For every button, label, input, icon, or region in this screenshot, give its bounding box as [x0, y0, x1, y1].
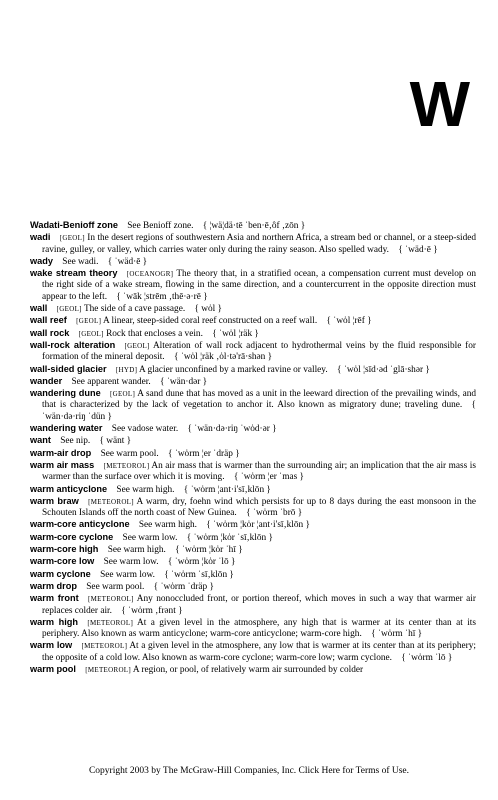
entry-pronunciation: { ˈwȯrm ˈhī }: [371, 629, 423, 640]
entry-definition: Rock that encloses a vein.: [106, 328, 203, 339]
entry-definition: An air mass that is warmer than the surrounding air; an implication that the air mass is warmer than the surface over which it is moving.: [42, 460, 477, 483]
entry-definition: The theory that, in a stratified ocean, a compensation current must develop on the right side of a wake stream, flowing in the same direction, and a countercurrent in the opposite direction must appear to the left.: [42, 269, 477, 302]
entry-pronunciation: { ˈwȯrm ˈlō }: [401, 652, 453, 663]
entry-term: wall-sided glacier: [30, 363, 107, 374]
entry-term: warm drop: [30, 580, 77, 591]
entry-definition: A region, or pool, of relatively warm air surrounded by colder: [132, 664, 364, 675]
entry-term: warm-core cyclone: [30, 531, 114, 542]
entry-definition: See warm high.: [138, 520, 197, 531]
entry-definition: See Benioff zone.: [127, 221, 194, 231]
entry-definition: In the desert regions of southwestern Asia and northern Africa, a stream bed or channel, or a steep-sided ravine, gulley, or valley, which carries water only during the rainy season. Also spelled wady.: [42, 233, 477, 255]
entry-term: warm low: [30, 640, 73, 651]
entry-term: warm-core low: [30, 556, 95, 567]
entry-definition: See warm pool.: [100, 448, 159, 459]
entry-pronunciation: { ˈwȯrm ¦er ˈdräp }: [167, 448, 240, 459]
entry-term: wake stream theory: [30, 268, 118, 279]
dictionary-entry: [30, 569, 476, 581]
entry-pronunciation: { ˈwȯl ¦sīd·əd ˈglā·shər }: [336, 364, 430, 375]
entry-term: wall rock: [30, 327, 70, 338]
entry-field-label: [METEOROL]: [103, 461, 150, 470]
entry-pronunciation: { ¦wä¦dä·tē ˈben·ē‚ôf ‚zōn }: [202, 221, 306, 231]
entry-term: warm pool: [30, 663, 76, 674]
dictionary-entry: [30, 484, 476, 496]
copyright-footer: [0, 766, 498, 776]
entry-pronunciation: { ˈwȯrm ¦ant·i'sī‚klōn }: [183, 484, 271, 495]
dictionary-entry: [30, 593, 476, 617]
entry-definition: At a given level in the atmosphere, any low that is warmer at its center than at its periphery; the opposite of a cold low. Also known as warm-core cyclone; warm-core low; warm cyclone.: [42, 641, 477, 663]
dictionary-entry: [30, 448, 476, 460]
entry-pronunciation: { ˈwȯrm ˈdräp }: [153, 581, 214, 592]
entry-term: wandering water: [30, 423, 103, 434]
entry-list: [30, 220, 476, 676]
entry-pronunciation: { ˈwȯrm ‚frənt }: [121, 605, 183, 616]
entry-definition: Alteration of wall rock adjacent to hydrothermal veins by the fluid responsible for formation of the mineral deposit.: [42, 340, 477, 363]
entry-pronunciation: { ˈwȯrm ¦kȯr ˈlō }: [167, 557, 236, 568]
entry-field-label: [METEOROL]: [85, 665, 132, 674]
entry-pronunciation: { ˈwän·dər }: [160, 376, 208, 387]
entry-definition: See warm low.: [100, 569, 155, 580]
entry-field-label: [GEOL]: [124, 341, 150, 350]
entry-term: warm-core high: [30, 544, 99, 555]
entry-pronunciation: { ˈwȯrm ˈbrō }: [246, 508, 303, 519]
dictionary-entry: [30, 315, 476, 327]
entry-term: want: [30, 435, 51, 446]
dictionary-entry: [30, 460, 476, 484]
entry-term: warm braw: [30, 495, 79, 506]
entry-term: wandering dune: [30, 388, 101, 399]
entry-field-label: [HYD]: [115, 365, 138, 374]
entry-definition: See warm high.: [116, 484, 175, 495]
dictionary-entry: [30, 544, 476, 556]
entry-field-label: [GEOL]: [76, 317, 102, 326]
entry-term: wady: [30, 255, 53, 266]
entry-field-label: [GEOL]: [78, 329, 104, 338]
entry-definition: A sand dune that has moved as a unit in the leeward direction of the prevailing winds, and that is characterized by the lack of vegetation to anchor it. Also known as migratory dune; traveling dune.: [42, 389, 476, 411]
entry-field-label: [METEOROL]: [88, 497, 134, 506]
entry-term: wall-rock alteration: [30, 339, 116, 350]
entry-definition: A linear, steep-sided coral reef constructed on a reef wall.: [103, 316, 318, 327]
entry-term: Wadati-Benioff zone: [30, 220, 118, 230]
entry-pronunciation: { ˈwāk ¦strēm ‚thē·ə·rē }: [116, 291, 208, 302]
entry-term: wander: [30, 375, 63, 386]
entry-field-label: [METEOROL]: [87, 595, 134, 604]
entry-pronunciation: { ˈwȯrm ¦kȯr ˈhī }: [175, 545, 243, 556]
entry-term: wadi: [30, 232, 51, 243]
dictionary-entry: [30, 220, 476, 232]
entry-term: warm air mass: [30, 459, 95, 470]
entry-definition: See vadose water.: [111, 424, 179, 435]
dictionary-entry: [30, 664, 476, 676]
entry-definition: See warm low.: [122, 532, 178, 543]
entry-definition: See wadi.: [62, 256, 99, 267]
dictionary-entry: [30, 364, 476, 376]
dictionary-entry: [30, 532, 476, 544]
entry-definition: See apparent wander.: [71, 376, 151, 387]
terms-of-use-link[interactable]: Copyright 2003 by The McGraw-Hill Companies, Inc. Click Here for Terms of Use.: [88, 766, 410, 776]
entry-term: warm-air drop: [30, 447, 92, 458]
entry-pronunciation: { ˈwäd·ē }: [107, 256, 148, 267]
entry-field-label: [OCEANOGR]: [126, 270, 174, 279]
entry-pronunciation: { ˈwȯl ¦räk }: [212, 328, 259, 339]
entry-definition: The side of a cave passage.: [83, 304, 186, 315]
entry-definition: See warm low.: [103, 557, 159, 568]
entry-pronunciation: { ˈwän·də·riŋ ˈdün }: [42, 400, 476, 422]
entry-definition: Any nonoccluded front, or portion thereof, which moves in such a way that warmer air replaces colder air.: [42, 594, 476, 616]
entry-pronunciation: { ˈwȯrm ¦kȯr ˈsī‚klōn }: [186, 532, 273, 543]
entry-pronunciation: { ˈwȯrm ˈsī‚klōn }: [164, 569, 234, 580]
entry-pronunciation: { wänt }: [99, 436, 132, 447]
dictionary-entry: [30, 232, 476, 256]
dictionary-entry: [30, 340, 476, 364]
dictionary-entry: [30, 423, 476, 435]
dictionary-entry: [30, 256, 476, 268]
entry-field-label: [METEOROL]: [81, 642, 128, 651]
dictionary-entry: [30, 268, 476, 303]
entry-definition: See nip.: [60, 436, 91, 447]
entry-pronunciation: { ˈwȯrm ¦kȯr ¦ant·i'sī‚klōn }: [206, 520, 310, 531]
entry-field-label: [GEOL]: [59, 234, 85, 243]
dictionary-entry: [30, 435, 476, 447]
entry-term: wall reef: [30, 315, 67, 326]
dictionary-entry: [30, 496, 476, 520]
entry-pronunciation: { ˈwȯl ¦räk ‚ȯl·tə'rā·shən }: [173, 352, 273, 363]
dictionary-entry: [30, 328, 476, 340]
entry-pronunciation: { wȯl }: [194, 304, 222, 315]
dictionary-entry: [30, 556, 476, 568]
entry-pronunciation: { ˈwäd·ē }: [398, 244, 438, 255]
entry-pronunciation: { ˈwȯl ¦rēf }: [326, 316, 372, 327]
entry-definition: A warm, dry, foehn wind which persists for up to 8 days during the east monsoon in the Schouten Islands off the north coast of New Guinea.: [42, 496, 477, 519]
dictionary-entry: [30, 581, 476, 593]
entry-term: warm anticyclone: [30, 483, 108, 494]
entry-definition: At a given level in the atmosphere, any high that is warmer at its center than at its periphery. Also known as warm anticyclone; warm-core anticyclone; warm-core high.: [42, 617, 477, 640]
entry-definition: See warm pool.: [86, 581, 145, 592]
entry-field-label: [METEOROL]: [87, 618, 134, 627]
entry-term: warm front: [30, 593, 79, 604]
dictionary-entry: [30, 376, 476, 388]
entry-term: warm cyclone: [30, 568, 91, 579]
entry-field-label: [GEOL]: [56, 305, 82, 314]
dictionary-entry: [30, 388, 476, 423]
section-letter-heading: W: [409, 68, 470, 140]
dictionary-entry: [30, 640, 476, 664]
entry-term: wall: [30, 303, 48, 314]
dictionary-entry: [30, 303, 476, 315]
entry-definition: See warm high.: [107, 545, 166, 556]
entry-term: warm high: [30, 616, 79, 627]
dictionary-entry: [30, 519, 476, 531]
entry-field-label: [GEOL]: [110, 390, 136, 399]
entry-pronunciation: { ˈwȯrm ¦er ˈmas }: [233, 472, 304, 483]
entry-term: warm-core anticyclone: [30, 519, 130, 530]
entry-definition: A glacier unconfined by a marked ravine or valley.: [139, 364, 328, 375]
entry-pronunciation: { ˈwän·də·riŋ ˈwȯd·ər }: [187, 424, 277, 435]
dictionary-entry: [30, 617, 476, 641]
